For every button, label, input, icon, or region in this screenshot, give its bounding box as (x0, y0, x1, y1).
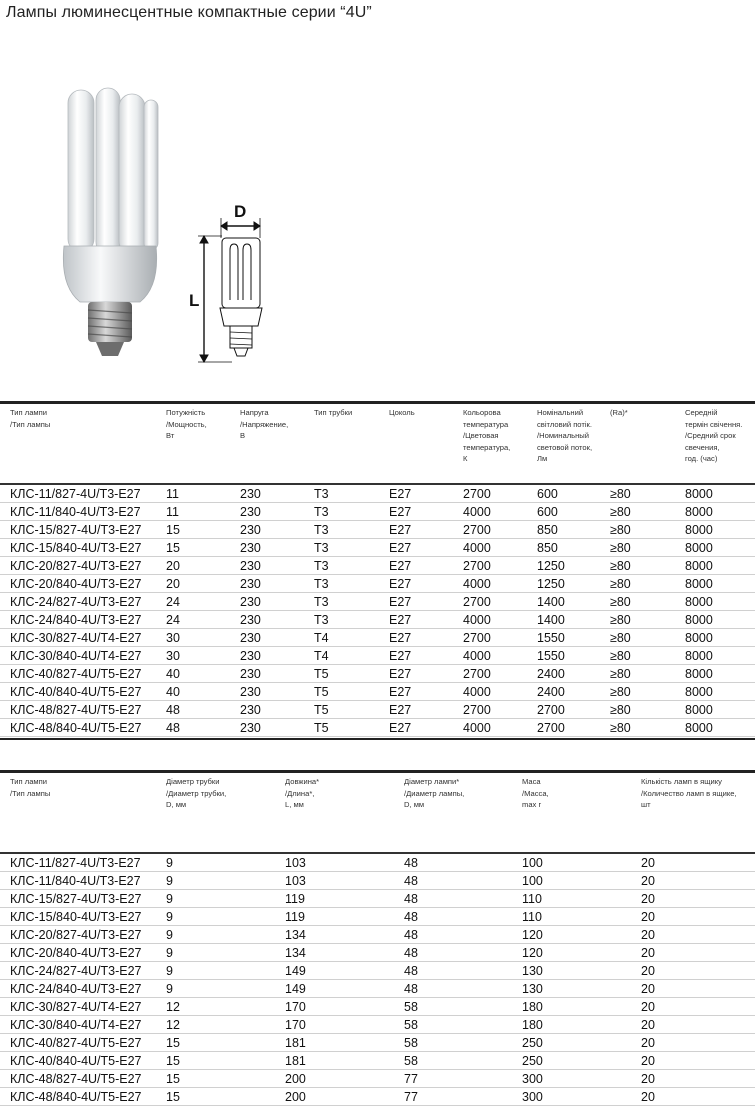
table-cell: ≥80 (610, 487, 631, 501)
table-cell: 15 (166, 1054, 180, 1068)
table-cell: 9 (166, 874, 173, 888)
table-cell: 200 (285, 1072, 306, 1086)
table-cell: ≥80 (610, 685, 631, 699)
table-cell: 24 (166, 613, 180, 627)
table-row (0, 944, 755, 962)
table-cell: 8000 (685, 505, 713, 519)
table-cell: 20 (641, 946, 655, 960)
table-cell: 8000 (685, 523, 713, 537)
table-cell: 12 (166, 1000, 180, 1014)
table-cell: 20 (166, 577, 180, 591)
table-cell: ≥80 (610, 667, 631, 681)
table-row (0, 575, 755, 593)
table-cell: 48 (404, 964, 418, 978)
table-cell: КЛС-15/827-4U/T3-E27 (10, 892, 142, 906)
table-row (0, 539, 755, 557)
page-title: Лампы люминесцентные компактные серии “4U” (6, 4, 372, 21)
table-cell: КЛС-11/840-4U/T3-E27 (10, 874, 141, 888)
table-cell: T5 (314, 721, 329, 735)
table-row (0, 611, 755, 629)
table-cell: КЛС-20/840-4U/T3-E27 (10, 946, 142, 960)
table-cell: 8000 (685, 649, 713, 663)
table-cell: ≥80 (610, 541, 631, 555)
table-cell: 20 (641, 1036, 655, 1050)
table-cell: ≥80 (610, 523, 631, 537)
table-cell: T5 (314, 703, 329, 717)
table-rule (0, 738, 755, 740)
table-cell: 20 (641, 928, 655, 942)
table-cell: 119 (285, 910, 305, 924)
table-cell: 15 (166, 1090, 180, 1104)
table-row (0, 521, 755, 539)
table-cell: 2400 (537, 667, 565, 681)
table-row (0, 1070, 755, 1088)
table-row (0, 665, 755, 683)
table-cell: 230 (240, 505, 261, 519)
table-cell: 58 (404, 1000, 418, 1014)
table-row (0, 872, 755, 890)
table-cell: 48 (404, 946, 418, 960)
table-cell: 850 (537, 541, 558, 555)
table-cell: 24 (166, 595, 180, 609)
table-cell: КЛС-30/827-4U/T4-E27 (10, 1000, 142, 1014)
table-cell: 119 (285, 892, 305, 906)
table-cell: T5 (314, 667, 329, 681)
table-cell: 30 (166, 631, 180, 645)
table-cell: 600 (537, 505, 558, 519)
table-cell: 8000 (685, 577, 713, 591)
table-cell: 20 (641, 1072, 655, 1086)
table-cell: 15 (166, 523, 180, 537)
table-cell: 300 (522, 1072, 543, 1086)
lamp-figure (0, 50, 300, 390)
table-cell: КЛС-30/840-4U/T4-E27 (10, 1018, 142, 1032)
table-cell: T5 (314, 685, 329, 699)
table-cell: 230 (240, 703, 261, 717)
table-cell: E27 (389, 559, 412, 573)
table-cell: 230 (240, 613, 261, 627)
table-cell: 15 (166, 1036, 180, 1050)
table-cell: 230 (240, 577, 261, 591)
table-cell: ≥80 (610, 631, 631, 645)
table-cell: ≥80 (610, 613, 631, 627)
table-cell: 110 (522, 892, 542, 906)
table-cell: 9 (166, 964, 173, 978)
table-cell: 9 (166, 892, 173, 906)
table-cell: 230 (240, 631, 261, 645)
table-row (0, 719, 755, 737)
table-cell: 100 (522, 874, 543, 888)
table-cell: 8000 (685, 721, 713, 735)
table-cell: 9 (166, 982, 173, 996)
table-cell: КЛС-20/827-4U/T3-E27 (10, 559, 142, 573)
table-row (0, 593, 755, 611)
table-cell: 20 (641, 1054, 655, 1068)
table-cell: 2400 (537, 685, 565, 699)
table-cell: 130 (522, 964, 543, 978)
table-cell: 8000 (685, 487, 713, 501)
table-cell: E27 (389, 721, 412, 735)
table-cell: 20 (641, 856, 655, 870)
table-row (0, 647, 755, 665)
table-cell: 77 (404, 1072, 418, 1086)
table-cell: 48 (404, 856, 418, 870)
table-cell: 1550 (537, 631, 565, 645)
table-cell: КЛС-11/827-4U/T3-E27 (10, 856, 141, 870)
table-cell: 48 (166, 721, 180, 735)
table-cell: 1550 (537, 649, 565, 663)
table-cell: T3 (314, 523, 329, 537)
table-cell: E27 (389, 487, 412, 501)
table-cell: 4000 (463, 577, 491, 591)
table-cell: КЛС-20/840-4U/T3-E27 (10, 577, 142, 591)
table-cell: 11 (166, 505, 179, 519)
lamp-photo (63, 88, 158, 356)
table-cell: 8000 (685, 703, 713, 717)
table-cell: 110 (522, 910, 542, 924)
table-cell: 134 (285, 946, 306, 960)
table-cell: T3 (314, 595, 329, 609)
table-cell: 20 (641, 964, 655, 978)
table-cell: 180 (522, 1018, 543, 1032)
specs-table-electrical (0, 401, 755, 741)
table-cell: 40 (166, 685, 180, 699)
table-cell: 120 (522, 928, 543, 942)
table-cell: 8000 (685, 667, 713, 681)
table-cell: E27 (389, 631, 412, 645)
table-cell: 149 (285, 982, 306, 996)
table-cell: 40 (166, 667, 180, 681)
table-cell: E27 (389, 649, 412, 663)
column-header: Тип трубки (314, 408, 353, 417)
table-rule (0, 401, 755, 404)
table-cell: 20 (641, 892, 655, 906)
table-cell: 230 (240, 685, 261, 699)
table-cell: 230 (240, 667, 261, 681)
table-cell: 120 (522, 946, 543, 960)
table-cell: КЛС-15/827-4U/T3-E27 (10, 523, 142, 537)
table-cell: ≥80 (610, 559, 631, 573)
table-cell: 850 (537, 523, 558, 537)
table-cell: КЛС-48/827-4U/T5-E27 (10, 1072, 142, 1086)
table-cell: E27 (389, 577, 412, 591)
table-cell: 8000 (685, 631, 713, 645)
table-cell: 8000 (685, 559, 713, 573)
table-row (0, 1034, 755, 1052)
table-cell: КЛС-11/827-4U/T3-E27 (10, 487, 141, 501)
table-cell: КЛС-48/827-4U/T5-E27 (10, 703, 142, 717)
column-header: Середній термін свічення. /Средний срок свечения, год. (час) (685, 408, 743, 463)
table-cell: 181 (285, 1054, 306, 1068)
table-row (0, 980, 755, 998)
table-cell: 20 (166, 559, 180, 573)
table-cell: 230 (240, 487, 261, 501)
table-row (0, 908, 755, 926)
table-cell: КЛС-40/827-4U/T5-E27 (10, 1036, 142, 1050)
table-cell: 58 (404, 1036, 418, 1050)
column-header: (Ra)* (610, 408, 628, 417)
table-cell: E27 (389, 667, 412, 681)
table-cell: 4000 (463, 613, 491, 627)
table-cell: 15 (166, 541, 180, 555)
table-header (0, 407, 755, 481)
table-cell: 4000 (463, 649, 491, 663)
table-cell: 4000 (463, 505, 491, 519)
table-cell: T4 (314, 649, 329, 663)
specs-table-dimensions (0, 770, 755, 1110)
table-cell: 8000 (685, 685, 713, 699)
table-cell: 30 (166, 649, 180, 663)
table-cell: КЛС-40/840-4U/T5-E27 (10, 1054, 142, 1068)
column-header: Тип лампи /Тип лампы (10, 408, 51, 429)
table-row (0, 701, 755, 719)
table-cell: КЛС-30/827-4U/T4-E27 (10, 631, 142, 645)
table-row (0, 485, 755, 503)
column-header: Цоколь (389, 408, 415, 417)
table-cell: 58 (404, 1018, 418, 1032)
table-row (0, 962, 755, 980)
table-cell: 1400 (537, 613, 565, 627)
table-row (0, 926, 755, 944)
table-cell: 230 (240, 523, 261, 537)
table-cell: 100 (522, 856, 543, 870)
table-cell: T3 (314, 505, 329, 519)
table-cell: E27 (389, 613, 412, 627)
table-cell: 15 (166, 1072, 180, 1086)
table-row (0, 629, 755, 647)
table-cell: 230 (240, 559, 261, 573)
table-cell: 2700 (463, 559, 491, 573)
column-header: Діаметр лампи* /Диаметр лампы, D, мм (404, 777, 465, 809)
column-header: Номінальний світловий потік. /Номинальный световой поток, Лм (537, 408, 593, 463)
table-cell: 48 (404, 892, 418, 906)
table-header (0, 776, 755, 850)
table-cell: 2700 (463, 487, 491, 501)
table-cell: ≥80 (610, 721, 631, 735)
dimension-d-label: D (234, 202, 247, 221)
table-cell: ≥80 (610, 577, 631, 591)
table-cell: T3 (314, 541, 329, 555)
table-cell: 9 (166, 946, 173, 960)
table-cell: T3 (314, 613, 329, 627)
table-cell: E27 (389, 541, 412, 555)
table-cell: 2700 (537, 721, 565, 735)
table-cell: 48 (404, 910, 418, 924)
table-cell: E27 (389, 523, 412, 537)
table-cell: 200 (285, 1090, 306, 1104)
table-cell: 134 (285, 928, 306, 942)
table-cell: 8000 (685, 595, 713, 609)
table-cell: 300 (522, 1090, 543, 1104)
table-cell: 1400 (537, 595, 565, 609)
table-cell: КЛС-20/827-4U/T3-E27 (10, 928, 142, 942)
table-cell: КЛС-24/840-4U/T3-E27 (10, 982, 142, 996)
table-cell: 9 (166, 856, 173, 870)
column-header: Маса /Масса, max г (522, 777, 549, 809)
table-cell: T3 (314, 577, 329, 591)
table-row (0, 503, 755, 521)
table-cell: 20 (641, 874, 655, 888)
table-cell: 2700 (463, 595, 491, 609)
table-cell: 2700 (463, 703, 491, 717)
table-cell: 20 (641, 1000, 655, 1014)
table-cell: КЛС-48/840-4U/T5-E27 (10, 721, 142, 735)
table-cell: 48 (404, 928, 418, 942)
column-header: Тип лампи /Тип лампы (10, 777, 51, 798)
table-cell: T4 (314, 631, 329, 645)
table-cell: 250 (522, 1036, 543, 1050)
column-header: Потужність /Мощность, Вт (166, 408, 207, 440)
table-cell: 20 (641, 910, 655, 924)
table-cell: 230 (240, 595, 261, 609)
table-cell: 11 (166, 487, 179, 501)
table-cell: 170 (285, 1018, 306, 1032)
table-cell: 170 (285, 1000, 306, 1014)
table-cell: 48 (404, 874, 418, 888)
table-cell: КЛС-40/840-4U/T5-E27 (10, 685, 142, 699)
table-cell: 149 (285, 964, 306, 978)
table-row (0, 683, 755, 701)
table-cell: 20 (641, 1090, 655, 1104)
table-cell: 58 (404, 1054, 418, 1068)
table-cell: 250 (522, 1054, 543, 1068)
table-cell: 9 (166, 928, 173, 942)
table-cell: E27 (389, 595, 412, 609)
table-row (0, 854, 755, 872)
table-cell: 8000 (685, 541, 713, 555)
table-cell: 4000 (463, 685, 491, 699)
table-cell: КЛС-24/827-4U/T3-E27 (10, 964, 142, 978)
table-cell: 103 (285, 874, 306, 888)
table-cell: 230 (240, 541, 261, 555)
table-row (0, 890, 755, 908)
table-cell: E27 (389, 505, 412, 519)
table-cell: КЛС-15/840-4U/T3-E27 (10, 541, 142, 555)
table-cell: ≥80 (610, 649, 631, 663)
table-cell: 230 (240, 649, 261, 663)
table-cell: ≥80 (610, 703, 631, 717)
table-cell: T3 (314, 559, 329, 573)
column-header: Довжина* /Длина*, L, мм (285, 777, 320, 809)
table-cell: 1250 (537, 559, 565, 573)
table-cell: 180 (522, 1000, 543, 1014)
table-row (0, 1016, 755, 1034)
table-cell: 48 (404, 982, 418, 996)
table-cell: 48 (166, 703, 180, 717)
table-cell: КЛС-24/840-4U/T3-E27 (10, 613, 142, 627)
table-cell: 4000 (463, 541, 491, 555)
column-header: Кольорова температура /Цветовая температура, К (463, 408, 511, 463)
table-cell: КЛС-15/840-4U/T3-E27 (10, 910, 142, 924)
table-row (0, 1052, 755, 1070)
table-cell: КЛС-30/840-4U/T4-E27 (10, 649, 142, 663)
table-row (0, 557, 755, 575)
table-cell: ≥80 (610, 595, 631, 609)
table-cell: 2700 (463, 523, 491, 537)
table-cell: 20 (641, 982, 655, 996)
table-cell: 77 (404, 1090, 418, 1104)
table-cell: E27 (389, 703, 412, 717)
column-header: Напруга /Напряжение, В (240, 408, 289, 440)
table-cell: 2700 (463, 667, 491, 681)
column-header: Кількість ламп в ящику /Количество ламп в ящике, шт (641, 777, 737, 809)
dimension-l-label: L (189, 291, 200, 310)
table-cell: 2700 (463, 631, 491, 645)
table-cell: КЛС-48/840-4U/T5-E27 (10, 1090, 142, 1104)
table-cell: КЛС-11/840-4U/T3-E27 (10, 505, 141, 519)
table-cell: 130 (522, 982, 543, 996)
table-cell: 8000 (685, 613, 713, 627)
table-cell: 20 (641, 1018, 655, 1032)
table-cell: 9 (166, 910, 173, 924)
table-row (0, 1088, 755, 1106)
table-cell: КЛС-24/827-4U/T3-E27 (10, 595, 142, 609)
table-cell: 4000 (463, 721, 491, 735)
table-cell: E27 (389, 685, 412, 699)
table-cell: ≥80 (610, 505, 631, 519)
table-cell: 103 (285, 856, 306, 870)
table-cell: КЛС-40/827-4U/T5-E27 (10, 667, 142, 681)
table-cell: T3 (314, 487, 329, 501)
table-cell: 12 (166, 1018, 180, 1032)
table-cell: 1250 (537, 577, 565, 591)
table-cell: 181 (285, 1036, 306, 1050)
table-cell: 600 (537, 487, 558, 501)
table-cell: 2700 (537, 703, 565, 717)
table-rule (0, 770, 755, 773)
table-cell: 230 (240, 721, 261, 735)
dimension-drawing (198, 218, 262, 362)
table-row (0, 998, 755, 1016)
column-header: Діаметр трубки /Диаметр трубки, D, мм (166, 777, 227, 809)
